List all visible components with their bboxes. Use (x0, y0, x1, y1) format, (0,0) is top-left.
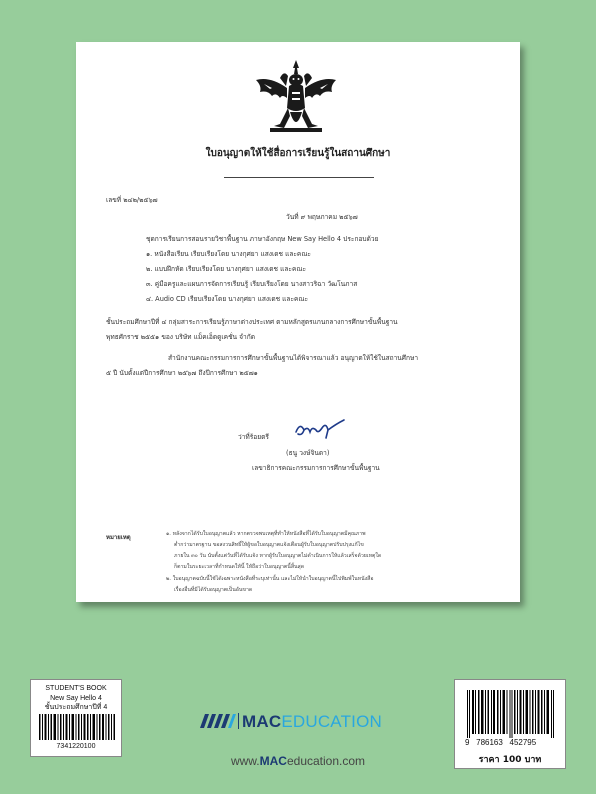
isbn-digit-group: 452795 (509, 738, 537, 747)
signatory-title: เลขาธิการคณะกรรมการการศึกษาขั้นพื้นฐาน (252, 464, 380, 472)
component-item: ๓. คู่มือครูและแผนการจัดการเรียนรู้ เรียบเรียงโดย นางสาวริฉา วัฒโนภาส (146, 280, 358, 288)
garuda-emblem (250, 58, 342, 138)
component-item: ๒. แบบฝึกหัด เรียบเรียงโดย นางกุศยา แสงเดช และคณะ (146, 265, 307, 273)
mac-education-logo (200, 710, 382, 732)
license-date: วันที่ ๙ พฤษภาคม ๒๕๖๗ (286, 213, 358, 221)
course-intro: ชุดการเรียนการสอนรายวิชาพื้นฐาน ภาษาอังกฤษ New Say Hello 4 ประกอบด้วย (146, 235, 379, 243)
notes-label: หมายเหตุ (106, 534, 131, 541)
isbn-digit-group: 786163 (476, 738, 503, 747)
note-line: ภายใน ๓๐ วัน นับตั้งแต่วันที่ได้รับแจ้ง หากผู้รับใบอนุญาตไม่ดำเนินการให้แล้วเสร็จด้วยเหตุใด (174, 553, 382, 559)
book-barcode-number: 7341220100 (56, 743, 96, 750)
book-type: STUDENT'S BOOK (45, 685, 107, 692)
website-prefix: www. (230, 754, 260, 768)
logo-separator (238, 713, 239, 729)
note-line: ก็ตามในระยะเวลาที่กำหนดให้นี้ ให้ถือว่าใบอนุญาตนี้สิ้นสุด (174, 564, 305, 570)
logo-wordmark (242, 713, 382, 730)
component-item: ๑. หนังสือเรียน เรียบเรียงโดย นางกุศยา แสงเดช และคณะ (146, 250, 311, 258)
document-title: ใบอนุญาตให้ใช้สื่อการเรียนรู้ในสถานศึกษา (205, 148, 391, 159)
paragraph-2-line-2: ๕ ปี นับตั้งแต่ปีการศึกษา ๒๕๖๗ ถึงปีการศึกษา ๒๕๗๑ (106, 369, 258, 377)
isbn-barcode (467, 690, 555, 738)
paragraph-2-line-1: สำนักงานคณะกรรมการการศึกษาขั้นพื้นฐานได้พิจารณาแล้ว อนุญาตให้ใช้ในสถานศึกษา (168, 354, 419, 362)
license-document (76, 42, 520, 602)
isbn-digits (465, 738, 536, 747)
logo-mac-text: MAC (242, 711, 282, 731)
website-brand: MAC (259, 754, 287, 768)
book-grade: ชั้นประถมศึกษาปีที่ 4 (44, 704, 108, 711)
license-number: เลขที่ ๒๔๒/๒๕๖๗ (106, 196, 158, 204)
note-line: เรื่องอื่นที่มิได้รับอนุญาตเป็นอันขาด (174, 587, 253, 593)
price-box (454, 679, 566, 769)
book-title: New Say Hello 4 (50, 695, 102, 702)
website-suffix: education.com (286, 754, 366, 768)
book-price: ราคา 100 บาท (478, 755, 542, 765)
signature-rank: ว่าที่ร้อยตรี (238, 433, 269, 441)
book-info-box (30, 679, 122, 757)
note-line: ต่ำกว่ามาตรฐาน ขอสงวนสิทธิ์ให้ผู้ขอใบอนุญาตแจ้งเตือนผู้รับใบอนุญาตปรับปรุงแก้ไข (174, 542, 364, 548)
isbn-digit-group: 9 (465, 738, 470, 747)
title-underline (224, 177, 374, 178)
logo-education-text: EDUCATION (281, 711, 382, 731)
paragraph-1-line-2: พุทธศักราช ๒๕๕๑ ของ บริษัท แม็คเอ็ดดูเคชั่น จำกัด (106, 333, 255, 341)
component-item: ๔. Audio CD เรียบเรียงโดย นางกุศยา แสงเดช และคณะ (146, 295, 309, 303)
paragraph-1-line-1: ชั้นประถมศึกษาปีที่ ๔ กลุ่มสาระการเรียนรู้ภาษาต่างประเทศ ตามหลักสูตรแกนกลางการศึกษาขั้นพื้นฐาน (106, 318, 398, 326)
handwritten-signature (292, 418, 348, 442)
note-line: ๒. ใบอนุญาตฉบับนี้ใช้ได้เฉพาะหนังสือที่ระบุเท่านั้น และไม่ให้นำใบอนุญาตนี้ไปพิมพ์ในหนังสือ (166, 576, 374, 582)
signatory-name: (ธนู วงษ์จินดา) (286, 449, 330, 457)
note-line: ๑. หลังจากได้รับใบอนุญาตแล้ว หากตรวจพบเหตุที่ทำให้หนังสือที่ได้รับใบอนุญาตมีคุณภาพ (166, 531, 366, 537)
book-barcode (39, 714, 115, 740)
mac-logo-mark-icon (200, 714, 236, 728)
